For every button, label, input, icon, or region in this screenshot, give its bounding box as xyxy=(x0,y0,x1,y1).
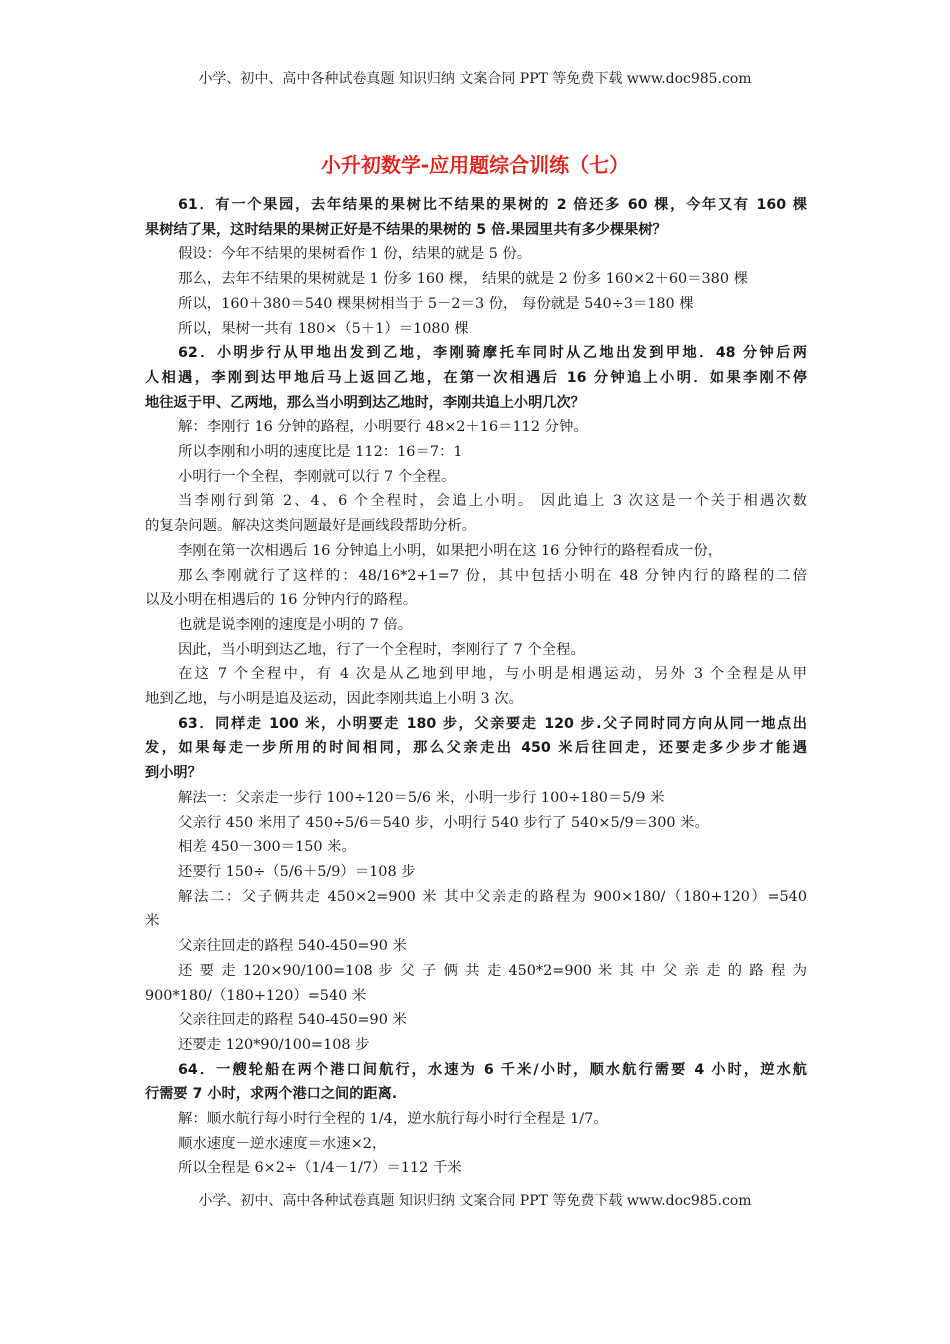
text-line: 当李刚行到第 2、4、6 个全程时，会追上小明。 因此追上 3 次这是一个关于相遇次数 xyxy=(178,493,807,510)
text-line: 所以，果树一共有 180×（5＋1）＝1080 棵 xyxy=(178,320,469,337)
question-line: 61．有一个果园，去年结果的果树比不结果的果树的 2 倍还多 60 棵，今年又有 160 棵 xyxy=(178,197,807,213)
text-line: 以及小明在相遇后的 16 分钟内行的路程。 xyxy=(145,592,418,609)
question-line: 63．同样走 100 米，小明要走 180 步，父亲要走 120 步.父子同时同方向从同一地点出 xyxy=(178,715,807,732)
text-line: 解：顺水航行每小时行全程的 1/4，逆水航行每小时行全程是 1/7。 xyxy=(178,1111,608,1128)
text-line: 所以李刚和小明的速度比是 112：16＝7：1 xyxy=(178,444,463,461)
text-line: 顺水速度－逆水速度＝水速×2， xyxy=(178,1135,387,1152)
text-line: 因此，当小明到达乙地，行了一个全程时，李刚行了 7 个全程。 xyxy=(178,641,585,658)
question-line: 62．小明步行从甲地出发到乙地，李刚骑摩托车同时从乙地出发到甲地．48 分钟后两 xyxy=(178,345,807,362)
text-line: 父亲往回走的路程 540-450=90 米 xyxy=(178,1012,407,1029)
text-line: 也就是说李刚的速度是小明的 7 倍。 xyxy=(178,616,413,633)
question-line: 人相遇，李刚到达甲地后马上返回乙地，在第一次相遇后 16 分钟追上小明．如果李刚不停 xyxy=(145,369,807,386)
page-footer: 小学、初中、高中各种试卷真题 知识归纳 文案合同 PPT 等免费下载 www.doc985.com xyxy=(198,1193,752,1209)
document-body xyxy=(145,193,807,1181)
text-line: 解：李刚行 16 分钟的路程，小明要行 48×2＋16＝112 分钟。 xyxy=(178,419,588,436)
text-line: 小明行一个全程，李刚就可以行 7 个全程。 xyxy=(178,468,456,485)
text-line: 地到乙地，与小明是追及运动，因此李刚共追上小明 3 次。 xyxy=(145,691,524,708)
text-line: 解法二：父子俩共走 450×2=900 米 其中父亲走的路程为 900×180/（180+120）=540 xyxy=(178,888,807,905)
text-line: 900*180/（180+120）=540 米 xyxy=(145,987,367,1004)
text-line: 还要行 150÷（5/6＋5/9）＝108 步 xyxy=(178,863,416,880)
text-line: 那么李刚就行了这样的：48/16*2+1=7 份，其中包括小明在 48 分钟内行的路程的二倍 xyxy=(178,567,807,584)
text-line: 所以，160＋380＝540 棵果树相当于 5－2＝3 份， 每份就是 540÷3＝180 棵 xyxy=(178,295,694,312)
text-line: 那么，去年不结果的果树就是 1 份多 160 棵， 结果的就是 2 份多 160×2＋60＝380 棵 xyxy=(178,271,748,288)
text-line: 李刚在第一次相遇后 16 分钟追上小明，如果把小明在这 16 分钟行的路程看成一份， xyxy=(178,542,723,559)
text-line: 所以全程是 6×2÷（1/4－1/7）＝112 千米 xyxy=(178,1160,462,1177)
text-line: 的复杂问题。解决这类问题最好是画线段帮助分析。 xyxy=(145,518,476,535)
text-line: 父亲往回走的路程 540-450=90 米 xyxy=(178,938,407,955)
question-line: 发，如果每走一步所用的时间相同，那么父亲走出 450 米后往回走，还要走多少步才能遇 xyxy=(145,740,807,757)
text-line: 假设：今年不结果的果树看作 1 份，结果的就是 5 份。 xyxy=(178,246,532,263)
page-header: 小学、初中、高中各种试卷真题 知识归纳 文案合同 PPT 等免费下载 www.doc985.com xyxy=(198,71,752,87)
text-line: 父亲行 450 米用了 450÷5/6＝540 步，小明行 540 步行了 540×5/9＝300 米。 xyxy=(178,814,709,831)
text-line: 还 要 走 120×90/100=108 步 父 子 俩 共 走 450*2=900 米 其 中 父 亲 走 的 路 程 为 xyxy=(178,962,807,979)
text-line: 在这 7 个全程中，有 4 次是从乙地到甲地，与小明是相遇运动，另外 3 个全程是从甲 xyxy=(178,666,807,683)
text-line: 还要走 120*90/100=108 步 xyxy=(178,1036,370,1053)
text-line: 相差 450－300＝150 米。 xyxy=(178,839,356,856)
page-title: 小升初数学-应用题综合训练（七） xyxy=(320,153,630,177)
question-line: 到小明？ xyxy=(145,765,202,782)
text-line: 解法一：父亲走一步行 100÷120＝5/6 米，小明一步行 100÷180＝5/9 米 xyxy=(178,789,665,806)
text-line: 米 xyxy=(145,913,160,930)
question-line: 地往返于甲、乙两地，那么当小明到达乙地时，李刚共追上小明几次？ xyxy=(145,394,585,411)
question-line: 果树结了果，这时结果的果树正好是不结果的果树的 5 倍.果园里共有多少棵果树？ xyxy=(145,221,667,238)
question-line: 64．一艘轮船在两个港口间航行，水速为 6 千米/小时，顺水航行需要 4 小时，逆水航 xyxy=(178,1061,807,1078)
question-line: 行需要 7 小时，求两个港口之间的距离. xyxy=(145,1086,398,1103)
